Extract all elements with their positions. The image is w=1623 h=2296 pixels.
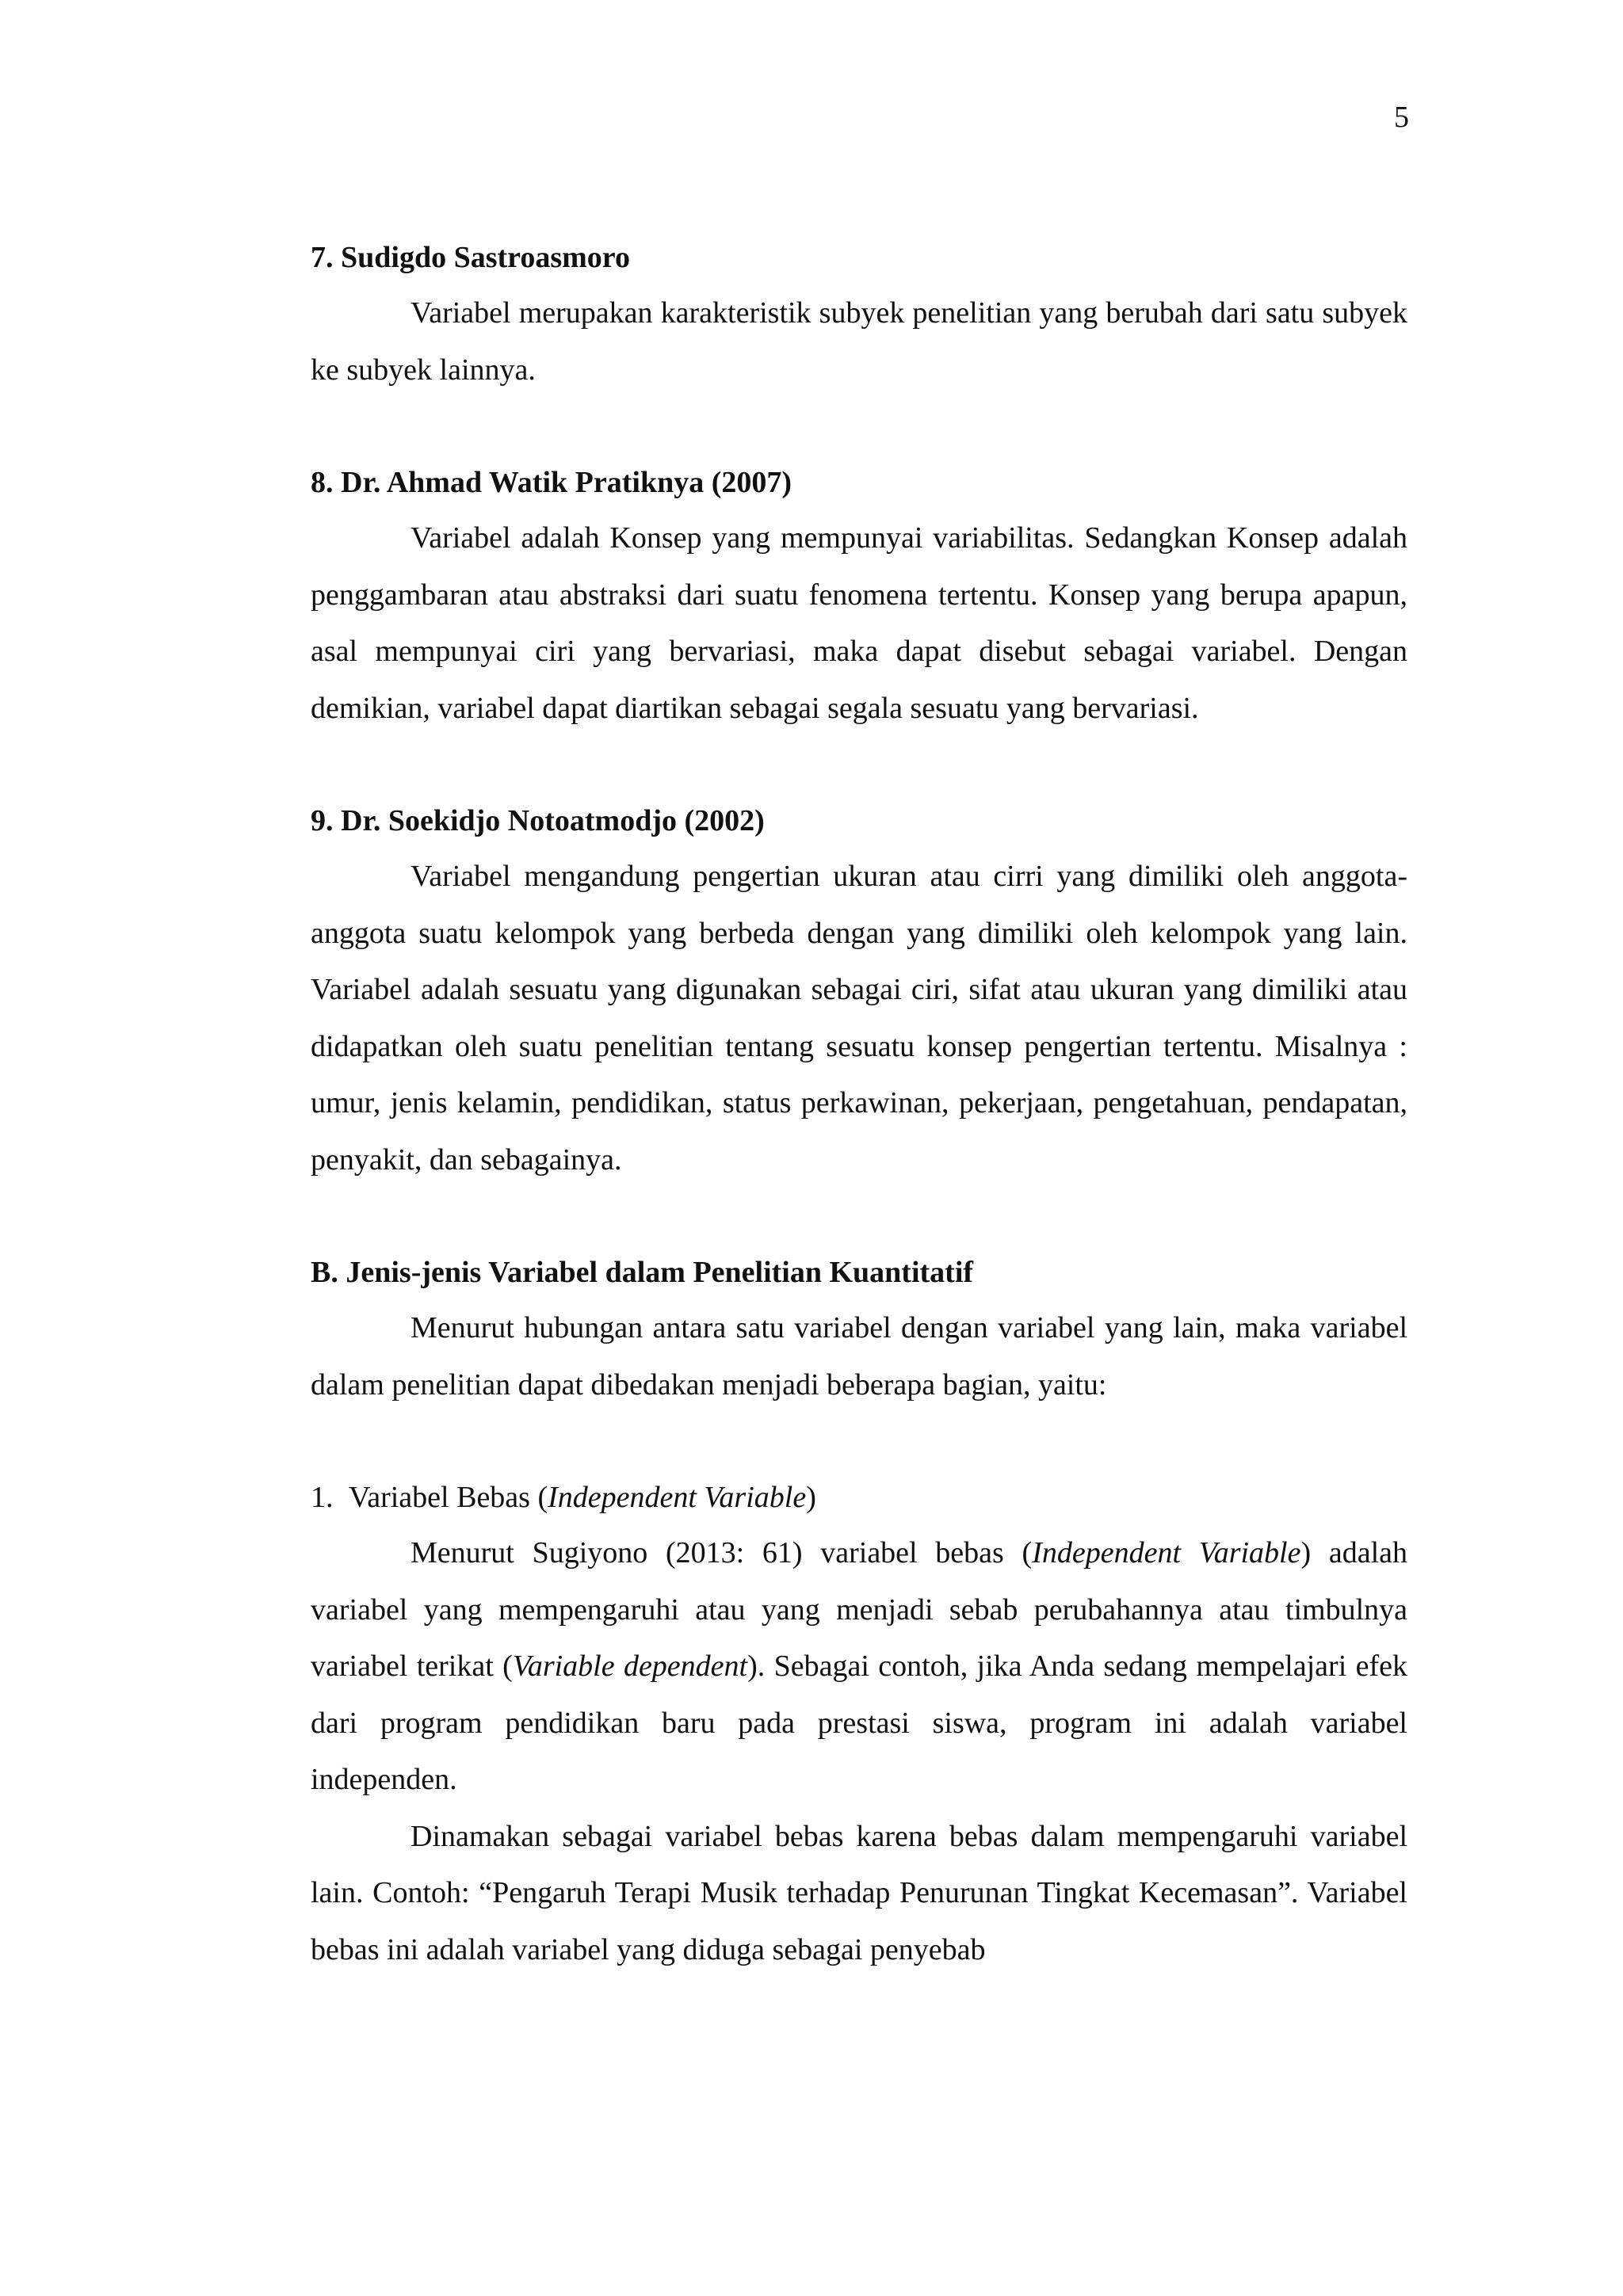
section-b-text: Menurut hubungan antara satu variabel dengan variabel yang lain, maka variabel dalam penelitian dapat dibedakan menjadi beberapa bagian, yaitu:: [311, 1311, 1407, 1402]
text-run: ). Sebagai contoh, jika Anda sedang mempelajari efek dari program pendidikan baru pada prestasi siswa, program ini adalah variabel independen.: [311, 1650, 1407, 1796]
text-run: Menurut Sugiyono (2013: 61) variabel bebas (: [411, 1536, 1033, 1569]
section-8-text: Variabel adalah Konsep yang mempunyai variabilitas. Sedangkan Konsep adalah penggambaran atau abstraksi dari suatu fenomena tertentu. Konsep yang berupa apapun, asal mempunyai ciri yang bervariasi, maka dapat disebut sebagai variabel. Dengan demikian, variabel dapat diartikan sebagai segala sesuatu yang bervariasi.: [311, 521, 1407, 725]
document-body: [311, 230, 1407, 1978]
spacer: [311, 1413, 1407, 1470]
page-number: 5: [1394, 101, 1409, 134]
italic-term: Independent Variable: [1032, 1536, 1301, 1569]
section-7-heading: 7. Sudigdo Sastroasmoro: [311, 241, 630, 274]
section-b-heading: B. Jenis-jenis Variabel dalam Penelitian Kuantitatif: [311, 1256, 974, 1289]
section-7-text: Variabel merupakan karakteristik subyek penelitian yang berubah dari satu subyek ke subyek lainnya.: [311, 296, 1407, 387]
spacer: [311, 1188, 1407, 1245]
italic-term: Variable dependent: [512, 1650, 748, 1683]
spacer: [311, 737, 1407, 793]
spacer: [311, 399, 1407, 455]
variable-bebas-paragraph-1: [311, 1525, 1407, 1809]
heading-label-italic: Independent Variable: [548, 1481, 807, 1514]
section-9-text: Variabel mengandung pengertian ukuran atau cirri yang dimiliki oleh anggota-anggota suatu kelompok yang berbeda dengan yang dimiliki oleh kelompok yang lain. Variabel adalah sesuatu yang digunakan sebagai ciri, sifat atau ukuran yang dimiliki atau didapatkan oleh suatu penelitian tentang sesuatu konsep pengertian tertentu. Misalnya : umur, jenis kelamin, pendidikan, status perkawinan, pekerjaan, pengetahuan, pendapatan, penyakit, dan sebagainya.: [311, 860, 1407, 1177]
heading-label: Variabel Bebas (: [349, 1481, 548, 1514]
section-9-heading: 9. Dr. Soekidjo Notoatmodjo (2002): [311, 804, 765, 837]
section-8-heading: 8. Dr. Ahmad Watik Pratiknya (2007): [311, 466, 792, 499]
variable-bebas-paragraph-2: Dinamakan sebagai variabel bebas karena bebas dalam mempengaruhi variabel lain. Contoh: “Pengaruh Terapi Musik terhadap Penurunan Tingkat Kecemasan”. Variabel bebas ini adalah variabel yang diduga sebagai penyebab: [311, 1819, 1407, 1966]
heading-label-close: ): [806, 1481, 816, 1514]
text-run: ) adalah variabel yang mempengaruhi atau yang menjadi sebab perubahannya atau timbulnya variabel terikat (: [311, 1536, 1407, 1683]
variable-bebas-heading: [311, 1470, 1407, 1525]
list-number: 1.: [311, 1481, 334, 1514]
